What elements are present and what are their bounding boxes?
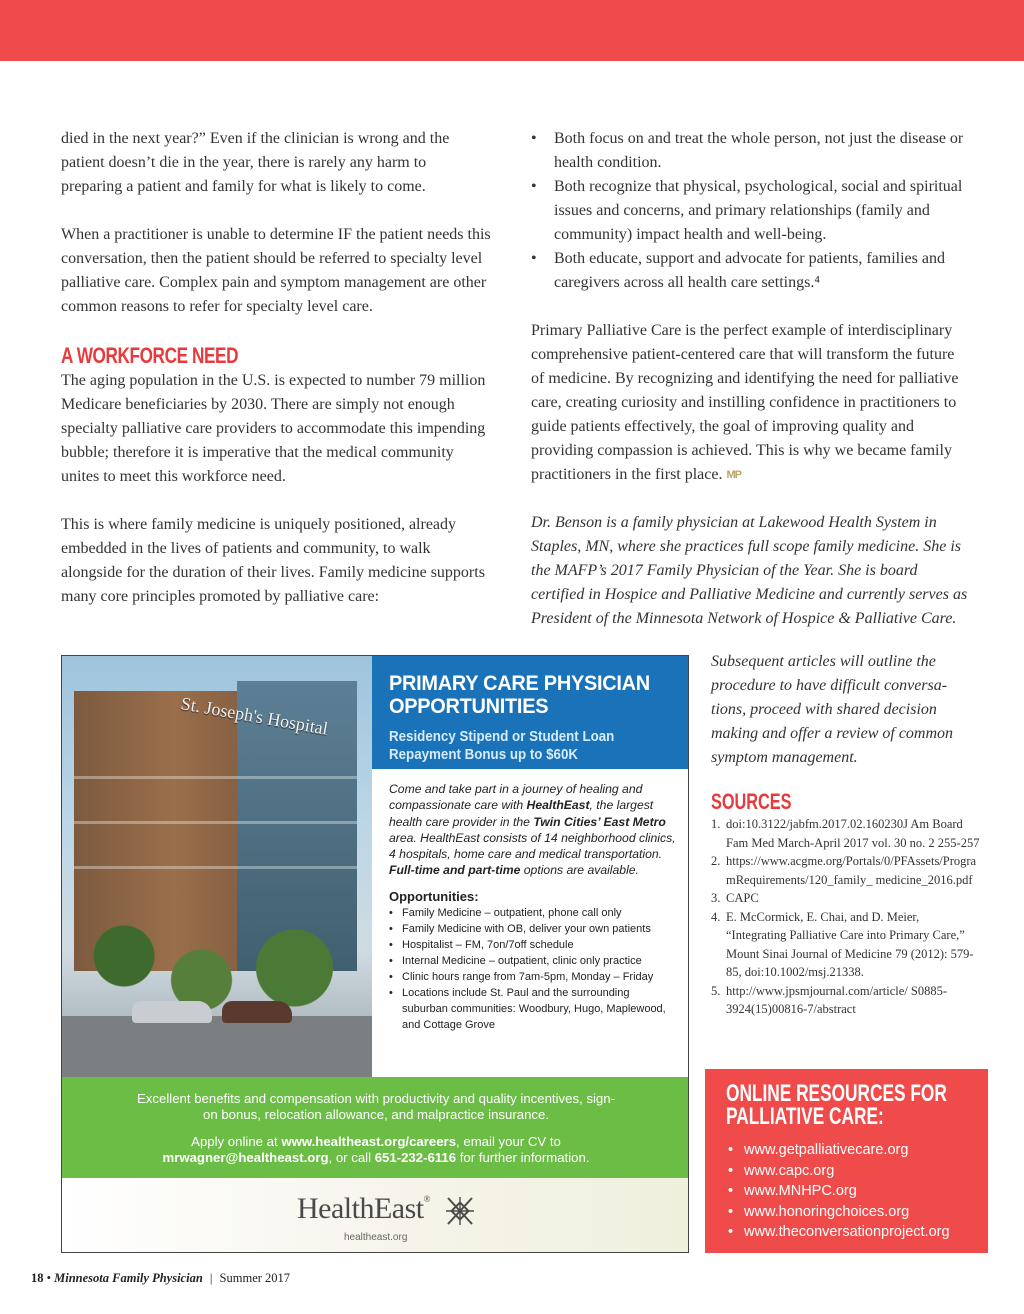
publication-name: Minnesota Family Physician <box>54 1271 203 1285</box>
sources-list <box>711 815 981 1019</box>
ad-logo-panel <box>62 1178 689 1253</box>
ad-header-panel <box>372 656 689 769</box>
ad-title: PRIMARY CARE PHYSICIAN OPPORTUNITIES <box>389 672 650 718</box>
building-stripe <box>74 776 357 779</box>
left-paragraph-3: The aging population in the U.S. is expected to number 79 million Medicare beneficiaries by 2030. There are simply not enough specialty palliative care providers to accommodate this impending bubble; therefore it is imperative that the medical community unites to meet this workforce need. <box>61 372 486 485</box>
careers-link[interactable]: www.healtheast.org/careers <box>281 1133 457 1149</box>
resource-link[interactable]: • www.capc.org <box>726 1161 988 1182</box>
source-text: doi:10.3122/jabfm.2017.02.160230J Am Board Fam Med March-April 2017 vol. 30 no. 2 255-257 <box>726 817 980 850</box>
opportunities-heading: Opportunities: <box>389 888 479 904</box>
car-shape <box>222 1001 292 1023</box>
list-item: • Both educate, support and advocate for patients, families and caregivers across all health care settings.⁴ <box>531 247 971 295</box>
apply-text: Apply online at <box>191 1133 282 1149</box>
top-color-band <box>0 0 1024 61</box>
trees-shape <box>62 896 372 1016</box>
source-text: E. McCormick, E. Chai, and D. Meier, “Integrating Palliative Care into Primary Care,” Mount Sinai Journal of Medicine 79 (2012): 579-85, doi:10.1002/msj.21338. <box>726 909 974 979</box>
ad-intro-region: Twin Cities’ East Metro <box>533 814 666 829</box>
ad-intro-part: area. HealthEast consists of 14 neighborhood clinics, 4 hospitals, home care and medical transportation. <box>389 830 676 862</box>
source-item <box>711 982 981 1019</box>
issue-date: Summer 2017 <box>219 1271 291 1285</box>
apply-text: for further information. <box>456 1149 590 1165</box>
ad-intro-part: Come and take part in a journey of healing and compassionate care with <box>389 782 643 813</box>
left-column <box>61 127 491 609</box>
resource-link[interactable]: • www.MNHPC.org <box>726 1181 988 1202</box>
ad-benefits-panel <box>62 1077 689 1178</box>
ad-intro-part: options are available. <box>520 863 639 878</box>
section-heading-workforce: A WORKFORCE NEED <box>61 343 239 368</box>
left-paragraph-2: When a practitioner is unable to determine IF the patient needs this conversation, then the patient should be referred to specialty level palliative care. Complex pain and symptom management are other common reasons to refer for specialty level care. <box>61 226 491 315</box>
ad-benefits: Excellent benefits and compensation with productivity and quality incentives, sign-on bonus, relocation allowance, and malpractice insurance. <box>137 1091 615 1123</box>
building-stripe <box>74 821 357 824</box>
source-item <box>711 889 981 908</box>
list-item: • Hospitalist – FM, 7on/7off schedule <box>389 937 678 953</box>
resource-link[interactable]: • www.honoringchoices.org <box>726 1202 988 1223</box>
email-link[interactable]: mrwagner@healtheast.org <box>162 1149 329 1165</box>
online-resources-box <box>705 1069 988 1253</box>
opportunities-list <box>389 905 678 1033</box>
author-bio: Dr. Benson is a family physician at Lakewood Health System in Staples, MN, where she practices full scope family medicine. She is the MAFP’s 2017 Family Physician of the Year. She is board certified in Hospice and Palliative Medicine and currently serves as President of the Minnesota Network of Hospice & Palliative Care. <box>531 514 968 627</box>
logo-wordmark: HealthEast <box>297 1192 424 1225</box>
resource-link[interactable]: • www.theconversationproject.org <box>726 1222 988 1243</box>
healtheast-advertisement <box>61 655 689 1253</box>
street-shape <box>62 1016 372 1077</box>
resources-heading-line-2: PALLIATIVE CARE: <box>726 1103 884 1130</box>
source-number: 2. <box>711 854 721 868</box>
ad-intro-brand: HealthEast <box>526 798 590 813</box>
ad-subtitle: Residency Stipend or Student Loan Repayment Bonus up to $60K <box>389 729 615 763</box>
resource-link[interactable]: • www.getpalliativecare.org <box>726 1140 988 1161</box>
car-shape <box>132 1001 212 1023</box>
source-text: http://www.jpsmjournal.com/article/ S0885-3924(15)00816-7/abstract <box>726 983 948 1016</box>
building-stripe <box>74 866 357 869</box>
left-paragraph-4: This is where family medicine is uniquely positioned, already embedded in the lives of patients and community, to walk alongside for the duration of their lives. Family medicine supports many core principles promoted by palliative care: <box>61 516 485 605</box>
list-item: • Family Medicine with OB, deliver your own patients <box>389 921 678 937</box>
page-footer <box>31 1271 290 1286</box>
followup-note: Subsequent articles will outline the procedure to have difficult conversations, proceed with shared decision making and offer a review of common symptom management. <box>711 653 954 766</box>
healtheast-cross-icon <box>445 1195 475 1227</box>
phone-number: 651-232-6116 <box>374 1149 457 1165</box>
registered-mark: ® <box>423 1194 430 1204</box>
footer-bullet: • <box>46 1271 52 1285</box>
source-text: https://www.acgme.org/Portals/0/PFAssets/ProgramRequirements/120_family_ medicine_2016.pdf <box>726 854 977 887</box>
ad-intro <box>389 781 678 879</box>
ad-intro-emphasis: Full-time and part-time <box>389 863 521 878</box>
footer-separator: | <box>209 1271 213 1285</box>
list-item: • Clinic hours range from 7am-5pm, Monday – Friday <box>389 969 678 985</box>
source-text: CAPC <box>726 891 759 905</box>
apply-text: , or call <box>328 1149 375 1165</box>
conclusion-text: Primary Palliative Care is the perfect example of interdisciplinary comprehensive patient-centered care that will transform the future of medicine. By recognizing and identifying the need for palliative care, creating curiosity and instilling confidence in practitioners to guide patients effectively, the goal of improving quality and providing compassion is achieved. This is why we became family practitioners in the first place. <box>531 322 959 483</box>
source-item <box>711 815 981 852</box>
list-item: • Family Medicine – outpatient, phone call only <box>389 905 678 921</box>
principles-list <box>531 127 971 295</box>
hospital-photo <box>62 656 372 1077</box>
source-item <box>711 908 981 982</box>
list-item: • Internal Medicine – outpatient, clinic only practice <box>389 953 678 969</box>
resources-heading-line-1: ONLINE RESOURCES FOR <box>726 1080 947 1107</box>
apply-text: , email your CV to <box>456 1133 561 1149</box>
list-item: • Both recognize that physical, psychological, social and spiritual issues and concerns, and primary relationships (family and community) impact health and well-being. <box>531 175 971 247</box>
left-paragraph-1: died in the next year?” Even if the clinician is wrong and the patient doesn’t die in the year, there is rarely any harm to preparing a patient and family for what is likely to come. <box>61 130 450 195</box>
end-mark-logo: MP <box>726 469 741 481</box>
healtheast-logo <box>297 1192 430 1226</box>
source-number: 3. <box>711 891 721 905</box>
source-number: 5. <box>711 983 721 998</box>
ad-intro-part: , the largest health care provider in the <box>389 798 654 829</box>
right-paragraph-1 <box>531 319 971 487</box>
logo-url: healtheast.org <box>344 1232 408 1243</box>
ad-apply <box>62 1134 689 1167</box>
right-column <box>531 127 971 631</box>
sources-heading: SOURCES <box>711 789 792 814</box>
hospital-sign: St. Joseph's Hospital <box>179 693 330 739</box>
source-number: 4. <box>711 909 721 924</box>
page-number: 18 <box>31 1271 44 1285</box>
resources-list <box>726 1140 988 1243</box>
source-item <box>711 852 981 889</box>
list-item: • Both focus on and treat the whole person, not just the disease or health condition. <box>531 127 971 175</box>
list-item: • Locations include St. Paul and the surrounding suburban communities: Woodbury, Hugo, Maplewood, and Cottage Grove <box>389 985 678 1033</box>
ad-body <box>372 769 689 1077</box>
source-number: 1. <box>711 817 721 831</box>
